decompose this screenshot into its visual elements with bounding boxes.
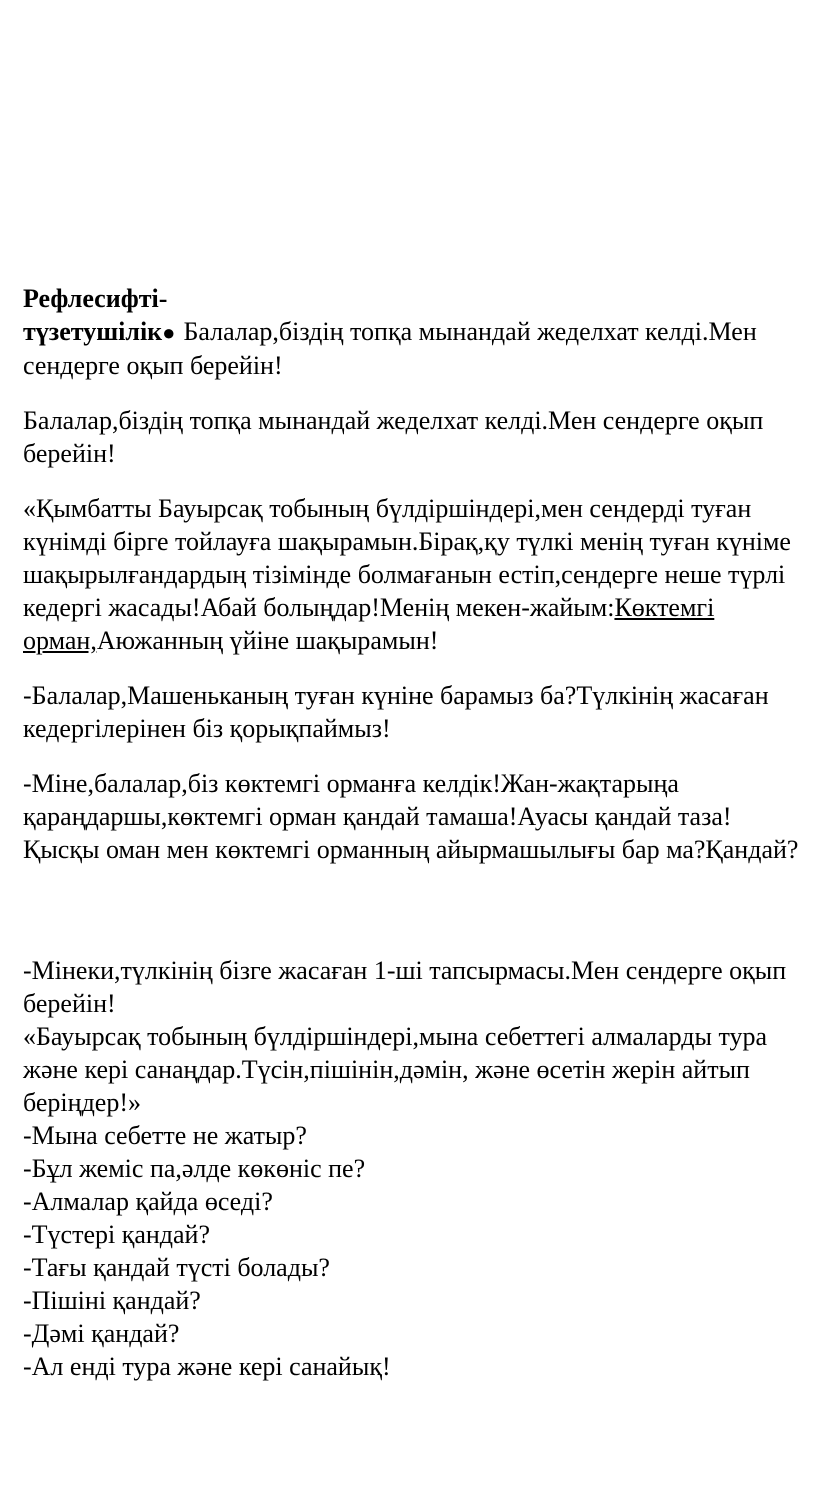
- paragraph-birthday: -Балалар,Машеньканың туған күніне барамыз ба?Түлкінің жасаған кедергілерінен біз қорықпаймыз!: [23, 681, 769, 743]
- paragraph-telegram: Балалар,біздің топқа мынандай жеделхат келді.Мен сендерге оқып берейін!: [23, 406, 764, 468]
- paragraph-letter: [23, 492, 803, 657]
- task-section: [23, 954, 803, 1383]
- heading-line2: түзетушілік: [23, 317, 163, 346]
- question-item: -Түстері қандай?: [23, 1220, 211, 1249]
- question-item: -Мына себетте не жатыр?: [23, 1121, 307, 1150]
- question-item: -Ал енді тура және кері санайық!: [23, 1352, 391, 1381]
- question-item: -Алмалар қайда өседі?: [23, 1187, 273, 1216]
- heading-text: Балалар,біздің топқа мынандай жеделхат келді.Мен сендерге оқып берейін!: [23, 317, 757, 380]
- question-item: -Бұл жеміс па,әлде көкөніс пе?: [23, 1154, 366, 1183]
- document-page: [23, 282, 803, 1383]
- question-item: -Пішіні қандай?: [23, 1286, 201, 1315]
- bullet-icon: ●: [162, 320, 176, 345]
- question-item: -Дәмі қандай?: [23, 1319, 180, 1348]
- heading-paragraph: [23, 282, 803, 382]
- letter-text: «Қымбатты Бауырсақ тобының бүлдіршіндері,мен сендерді туған күнімді бірге тойлауға шақырамын.Бірақ,қу түлкі менің туған күніме шақырылғандардың тізімінде болмағанын естіп,сендерге неше түрлі кедергі жасады!Абай болыңдар!Менің мекен-жайым:: [23, 494, 791, 622]
- task-intro: -Мінеки,түлкінің бізге жасаған 1-ші тапсырмасы.Мен сендерге оқып берейін!: [23, 956, 787, 1018]
- task-quote: «Бауырсақ тобының бүлдіршіндері,мына себеттегі алмаларды тура және кері санаңдар.Түсін,пішінін,дәмін, және өсетін жерін айтып беріңдер!»: [23, 1022, 768, 1117]
- question-item: -Тағы қандай түсті болады?: [23, 1253, 330, 1282]
- heading-line1: Рефлесифті-: [23, 284, 168, 313]
- paragraph-forest: -Міне,балалар,біз көктемгі орманға келдік!Жан-жақтарыңа қараңдаршы,көктемгі орман қандай тамаша!Ауасы қандай таза!Қысқы оман мен көктемгі орманның айырмашылығы бар ма?Қандай?: [23, 769, 799, 864]
- letter-ending: Аюжанның үйіне шақырамын!: [96, 626, 439, 655]
- letter-address: Көктемгі орман,: [23, 593, 715, 655]
